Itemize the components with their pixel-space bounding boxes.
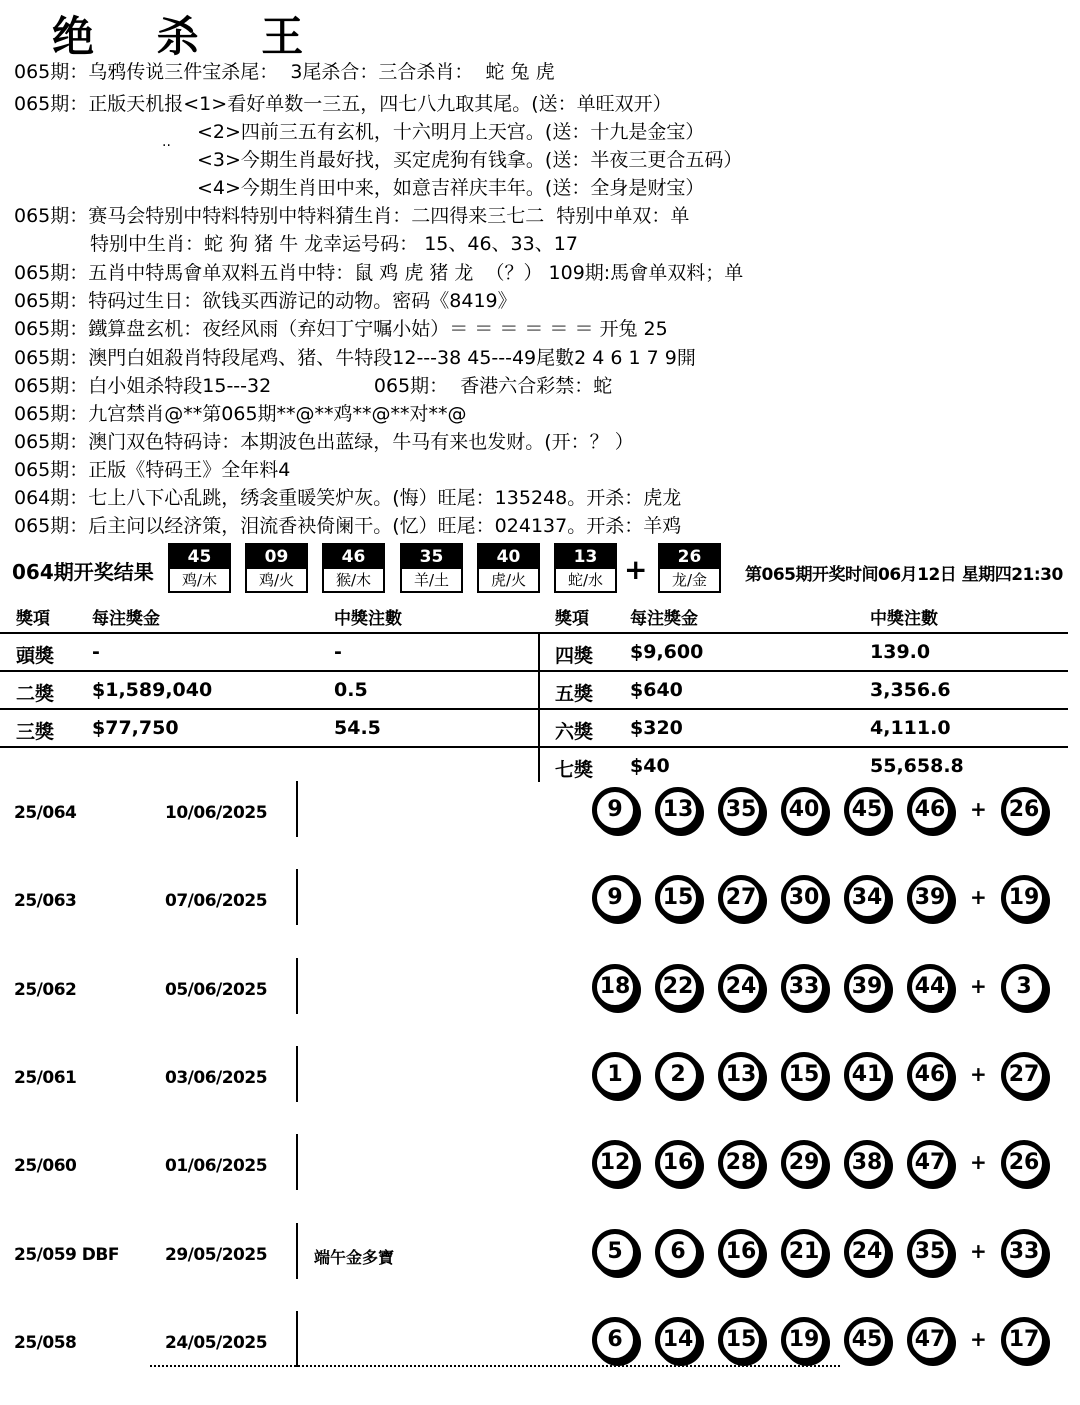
column-header: 中獎注數: [870, 609, 938, 629]
issue-number: 25/059 DBF: [14, 1245, 119, 1265]
dots-mark: ..: [162, 134, 171, 150]
prize-name: 五獎: [555, 683, 594, 705]
special-number-ball: 19: [1001, 875, 1047, 921]
prediction-line: 065期：正版《特码王》全年料4: [14, 459, 291, 481]
plus-icon: +: [970, 974, 987, 998]
column-header: 中獎注數: [334, 609, 402, 629]
number-ball: 9: [592, 787, 638, 833]
plus-icon: +: [624, 553, 648, 586]
divider: [296, 1311, 298, 1367]
ball-number: 40: [479, 545, 538, 569]
prize-name: 二獎: [16, 683, 55, 705]
number-ball: 16: [718, 1229, 764, 1275]
ball-number: 09: [247, 545, 306, 569]
number-ball: 44: [907, 964, 953, 1010]
ball-number: 26: [660, 545, 719, 569]
number-ball: 24: [718, 964, 764, 1010]
ball-zodiac: 蛇/水: [567, 571, 604, 589]
result-ball: [322, 543, 385, 593]
prediction-line: 065期：特码过生日：欲钱买西游记的动物。密码《8419》: [14, 290, 517, 312]
prize-name: 四獎: [555, 645, 594, 667]
ball-number: 35: [402, 545, 461, 569]
prize-amount: $320: [630, 717, 683, 739]
draw-date: 24/05/2025: [165, 1333, 268, 1353]
number-ball: 2: [655, 1052, 701, 1098]
history-row: [0, 964, 1080, 1052]
number-ball: 16: [655, 1140, 701, 1186]
history-row: [0, 1140, 1080, 1228]
result-ball: [245, 543, 308, 593]
result-ball: [554, 543, 617, 593]
number-ball: 27: [718, 875, 764, 921]
prediction-line: 065期：澳门双色特码诗：本期波色出蓝绿，牛马有来也发财。(开：？ ）: [14, 431, 634, 453]
draw-date: 10/06/2025: [165, 803, 268, 823]
column-header: 每注獎金: [92, 609, 160, 629]
draw-note: 端午金多寶: [314, 1248, 395, 1267]
number-ball: 30: [781, 875, 827, 921]
column-header: 獎項: [555, 609, 589, 629]
draw-date: 05/06/2025: [165, 980, 268, 1000]
divider: [538, 632, 540, 782]
number-ball: 29: [781, 1140, 827, 1186]
divider: [0, 708, 1068, 710]
divider: [296, 1134, 298, 1190]
draw-date: 07/06/2025: [165, 891, 268, 911]
prediction-line: 065期：九宫禁肖@**第065期**@**鸡**@**对**@: [14, 403, 467, 425]
special-number-ball: 17: [1001, 1317, 1047, 1363]
prediction-line: <2>四前三五有玄机，十六明月上天宫。(送：十九是金宝）: [197, 121, 705, 143]
number-ball: 12: [592, 1140, 638, 1186]
number-ball: 34: [844, 875, 890, 921]
number-ball: 21: [781, 1229, 827, 1275]
number-ball: 47: [907, 1317, 953, 1363]
number-ball: 39: [907, 875, 953, 921]
special-number-ball: 33: [1001, 1229, 1047, 1275]
prediction-line: 065期：正版天机报<1>看好单数一三五，四七八九取其尾。(送：单旺双开）: [14, 93, 672, 115]
issue-number: 25/061: [14, 1068, 77, 1088]
ball-zodiac: 龙/金: [671, 571, 708, 589]
result-ball: [400, 543, 463, 593]
prediction-line: 064期：七上八下心乱跳，绣衾重暖笑炉灰。(悔）旺尾：135248。开杀：虎龙: [14, 487, 682, 509]
history-row: [0, 1317, 1080, 1405]
prediction-line: 065期：鐵算盘玄机：夜经风雨（弃妇丁宁嘱小姑）＝ ＝ ＝ ＝ ＝ ＝ 开兔 25: [14, 318, 668, 340]
prize-name: 六獎: [555, 721, 594, 743]
number-ball: 40: [781, 787, 827, 833]
prediction-line: 065期：澳門白姐殺肖特段尾鸡、猪、牛特段12---38 45---49尾數2 4 6 1 7 9開: [14, 347, 696, 369]
number-ball: 15: [781, 1052, 827, 1098]
column-header: 獎項: [16, 609, 50, 629]
divider: [150, 1365, 840, 1368]
number-ball: 6: [655, 1229, 701, 1275]
prediction-line: 065期：乌鸦传说三件宝杀尾： 3尾杀合：三合杀肖： 蛇 兔 虎: [14, 61, 555, 83]
prize-winners: 4,111.0: [870, 717, 951, 739]
number-ball: 46: [907, 787, 953, 833]
prize-name: 頭獎: [16, 645, 55, 667]
result-ball: [477, 543, 540, 593]
prize-amount: $40: [630, 755, 670, 777]
number-ball: 15: [718, 1317, 764, 1363]
ball-number: 46: [324, 545, 383, 569]
prize-amount: $1,589,040: [92, 679, 213, 701]
issue-number: 25/058: [14, 1333, 77, 1353]
number-ball: 24: [844, 1229, 890, 1275]
divider: [296, 869, 298, 925]
number-ball: 9: [592, 875, 638, 921]
divider: [0, 632, 1068, 634]
number-ball: 45: [844, 1317, 890, 1363]
prize-name: 三獎: [16, 721, 55, 743]
number-ball: 41: [844, 1052, 890, 1098]
number-ball: 13: [655, 787, 701, 833]
result-ball: [168, 543, 231, 593]
number-ball: 19: [781, 1317, 827, 1363]
prediction-line: 065期：赛马会特别中特料特别中特料猜生肖：二四得来三七二 特别中单双：单: [14, 205, 690, 227]
prediction-line: 065期：后主问以经济策，泪流香袂倚阑干。(忆）旺尾：024137。开杀：羊鸡: [14, 515, 682, 537]
number-ball: 5: [592, 1229, 638, 1275]
prize-amount: $640: [630, 679, 683, 701]
special-number-ball: 3: [1001, 964, 1047, 1010]
number-ball: 14: [655, 1317, 701, 1363]
ball-zodiac: 虎/火: [490, 571, 527, 589]
prize-winners: 3,356.6: [870, 679, 951, 701]
prize-winners: -: [334, 641, 342, 663]
issue-number: 25/062: [14, 980, 77, 1000]
number-ball: 1: [592, 1052, 638, 1098]
number-ball: 13: [718, 1052, 764, 1098]
divider: [296, 781, 298, 837]
ball-zodiac: 鸡/火: [258, 571, 295, 589]
plus-icon: +: [970, 1327, 987, 1351]
special-ball: [658, 543, 721, 593]
history-row: [0, 1229, 1080, 1317]
prize-amount: $9,600: [630, 641, 704, 663]
number-ball: 38: [844, 1140, 890, 1186]
divider: [0, 746, 1068, 748]
draw-date: 01/06/2025: [165, 1156, 268, 1176]
divider: [296, 1046, 298, 1102]
prediction-line: 065期：白小姐杀特段15---32 065期： 香港六合彩禁：蛇: [14, 375, 613, 397]
number-ball: 28: [718, 1140, 764, 1186]
prize-amount: -: [92, 641, 100, 663]
page-title: 绝 杀 王: [52, 12, 328, 61]
number-ball: 35: [718, 787, 764, 833]
number-ball: 47: [907, 1140, 953, 1186]
draw-date: 29/05/2025: [165, 1245, 268, 1265]
plus-icon: +: [970, 1239, 987, 1263]
plus-icon: +: [970, 797, 987, 821]
number-ball: 35: [907, 1229, 953, 1275]
ball-zodiac: 羊/土: [413, 571, 450, 589]
next-draw-time: 第065期开奖时间06月12日 星期四21:30: [745, 565, 1063, 585]
number-ball: 15: [655, 875, 701, 921]
number-ball: 18: [592, 964, 638, 1010]
number-ball: 45: [844, 787, 890, 833]
number-ball: 46: [907, 1052, 953, 1098]
ball-zodiac: 猴/木: [335, 571, 372, 589]
issue-number: 25/064: [14, 803, 77, 823]
number-ball: 33: [781, 964, 827, 1010]
prediction-line: <4>今期生肖田中来，如意吉祥庆丰年。(送：全身是财宝）: [197, 177, 705, 199]
history-row: [0, 787, 1080, 875]
column-header: 每注獎金: [630, 609, 698, 629]
plus-icon: +: [970, 1150, 987, 1174]
number-ball: 22: [655, 964, 701, 1010]
special-number-ball: 26: [1001, 1140, 1047, 1186]
prize-winners: 139.0: [870, 641, 931, 663]
prize-winners: 0.5: [334, 679, 368, 701]
history-row: [0, 1052, 1080, 1140]
prize-amount: $77,750: [92, 717, 179, 739]
divider: [0, 670, 1068, 672]
issue-number: 25/060: [14, 1156, 77, 1176]
ball-number: 45: [170, 545, 229, 569]
plus-icon: +: [970, 1062, 987, 1086]
result-label: 064期开奖结果: [12, 560, 154, 584]
draw-date: 03/06/2025: [165, 1068, 268, 1088]
prediction-line: 特别中生肖：蛇 狗 猪 牛 龙幸运号码： 15、46、33、17: [90, 233, 578, 255]
ball-zodiac: 鸡/木: [181, 571, 218, 589]
number-ball: 6: [592, 1317, 638, 1363]
divider: [296, 958, 298, 1014]
divider: [296, 1223, 298, 1279]
special-number-ball: 26: [1001, 787, 1047, 833]
prediction-line: <3>今期生肖最好找，买定虎狗有钱拿。(送：半夜三更合五码）: [197, 149, 743, 171]
prediction-line: 065期：五肖中特馬會单双料五肖中特：鼠 鸡 虎 猪 龙 （？） 109期:馬會单双料；单: [14, 262, 744, 284]
prize-winners: 55,658.8: [870, 755, 964, 777]
number-ball: 39: [844, 964, 890, 1010]
prize-name: 七獎: [555, 759, 594, 781]
plus-icon: +: [970, 885, 987, 909]
ball-number: 13: [556, 545, 615, 569]
history-row: [0, 875, 1080, 963]
issue-number: 25/063: [14, 891, 77, 911]
prize-winners: 54.5: [334, 717, 381, 739]
special-number-ball: 27: [1001, 1052, 1047, 1098]
